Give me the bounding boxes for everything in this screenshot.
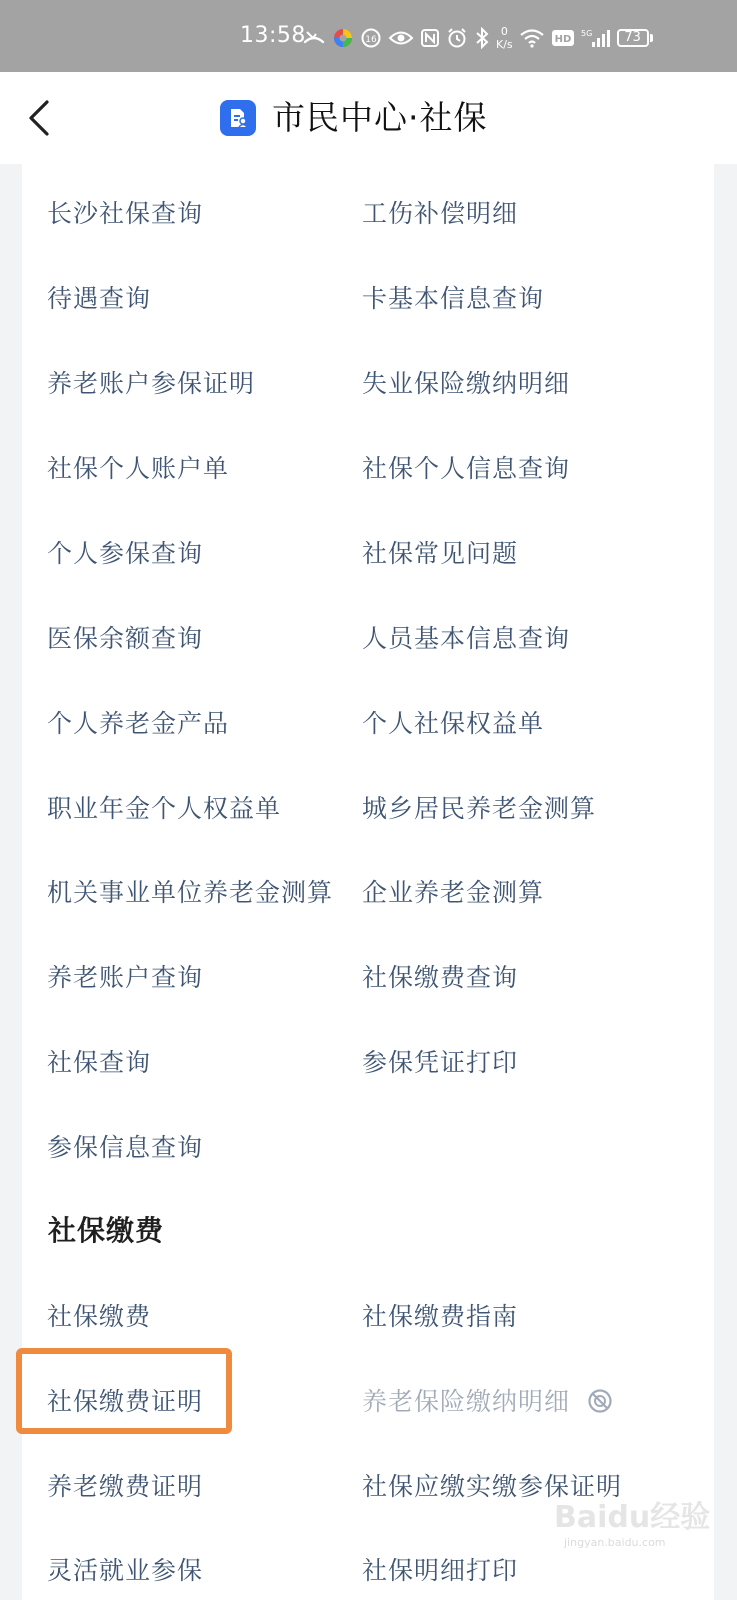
bluetooth-icon [474,23,490,53]
service-item[interactable]: 参保凭证打印 [362,1048,519,1077]
unavailable-icon [587,1388,613,1414]
service-item[interactable]: 个人参保查询 [47,539,204,568]
alarm-icon [446,23,468,53]
service-item-highlighted[interactable]: 社保缴费证明 [47,1387,204,1416]
signal-icon [581,23,611,53]
eye-icon [388,23,414,53]
battery-level: 73 [617,29,649,47]
hd-icon [551,23,575,53]
citizen-center-logo-icon [220,100,256,136]
service-item[interactable]: 社保个人账户单 [47,454,230,483]
service-item[interactable]: 社保缴费指南 [362,1302,519,1331]
app-color-icon [332,23,354,53]
service-item[interactable]: 社保个人信息查询 [362,454,571,483]
service-item[interactable]: 长沙社保查询 [47,199,204,228]
nav-title-group [220,96,488,140]
watermark-logo: Baidu经验 [554,1500,711,1535]
service-item[interactable]: 待遇查询 [47,284,152,313]
service-item[interactable]: 社保查询 [47,1048,152,1077]
hd-label: HD [554,34,571,45]
section-title-payment: 社保缴费 [48,1214,165,1247]
service-item[interactable]: 机关事业单位养老金测算 [47,878,334,907]
service-item[interactable]: 社保应缴实缴参保证明 [362,1472,623,1501]
service-item[interactable]: 参保信息查询 [47,1133,204,1162]
service-item[interactable]: 灵活就业参保 [47,1556,204,1585]
battery-icon [617,29,653,47]
signal-label: 5G [580,29,592,38]
service-item[interactable]: 卡基本信息查询 [362,284,545,313]
service-item[interactable]: 养老账户参保证明 [47,369,256,398]
baidu-jingyan-watermark [554,1500,711,1570]
service-item[interactable]: 社保缴费 [47,1302,152,1331]
watermark-domain: jingyan.baidu.com [564,1536,666,1549]
service-item[interactable]: 社保缴费查询 [362,963,519,992]
network-speed: 0 K/s [496,25,513,51]
missed-call-icon [302,23,326,53]
wifi-icon [519,23,545,53]
status-bar [0,0,737,72]
svg-text:16: 16 [365,35,377,45]
service-item[interactable]: 养老账户查询 [47,963,204,992]
status-icons [302,22,653,54]
service-item[interactable]: 失业保险缴纳明细 [362,369,571,398]
status-time: 13:58 [240,23,306,48]
service-item-label: 养老保险缴纳明细 [362,1387,571,1416]
service-item[interactable]: 工伤补偿明细 [362,199,519,228]
service-item[interactable]: 个人养老金产品 [47,709,230,738]
service-item[interactable]: 个人社保权益单 [362,709,545,738]
service-item-disabled[interactable] [362,1385,613,1419]
sync-badge-icon [360,23,382,53]
back-button[interactable] [18,96,58,140]
chevron-left-icon [25,98,51,138]
page-title: 市民中心·社保 [272,98,488,137]
service-item[interactable]: 社保常见问题 [362,539,519,568]
service-item[interactable]: 社保明细打印 [362,1556,519,1585]
nfc-icon [420,23,440,53]
service-item[interactable]: 城乡居民养老金测算 [362,794,597,823]
service-item[interactable]: 医保余额查询 [47,624,204,653]
service-item[interactable]: 企业养老金测算 [362,878,545,907]
service-item[interactable]: 人员基本信息查询 [362,624,571,653]
highlight-annotation-box [16,1348,232,1434]
nav-bar [0,72,737,164]
service-item[interactable]: 养老缴费证明 [47,1472,204,1501]
service-item[interactable]: 职业年金个人权益单 [47,794,282,823]
